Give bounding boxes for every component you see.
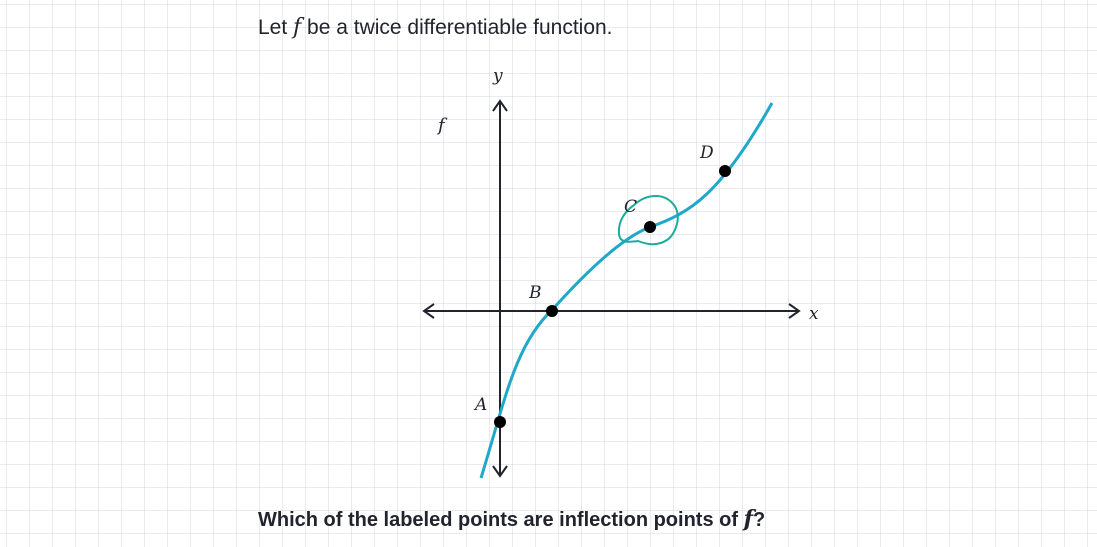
question-mark: ? (753, 509, 766, 531)
prompt-text-before: Let (258, 16, 288, 39)
point-c (644, 221, 656, 233)
y-axis-label: y (493, 66, 503, 86)
point-d (719, 165, 731, 177)
point-a (494, 416, 506, 428)
function-label: f (438, 115, 445, 136)
function-curve (481, 103, 772, 478)
x-axis (424, 304, 799, 318)
question-variable: f (743, 506, 754, 532)
question-text (258, 505, 765, 534)
point-b-label: B (529, 283, 542, 303)
x-axis-label: x (809, 304, 819, 324)
prompt-text-after: be a twice differentiable function. (307, 16, 613, 39)
point-d-label: D (700, 143, 714, 163)
point-a-label: A (475, 395, 488, 415)
point-c-label: C (624, 197, 638, 217)
point-b (546, 305, 558, 317)
question-text-before: Which of the labeled points are inflection points of (258, 509, 739, 531)
function-variable: f (293, 15, 302, 40)
